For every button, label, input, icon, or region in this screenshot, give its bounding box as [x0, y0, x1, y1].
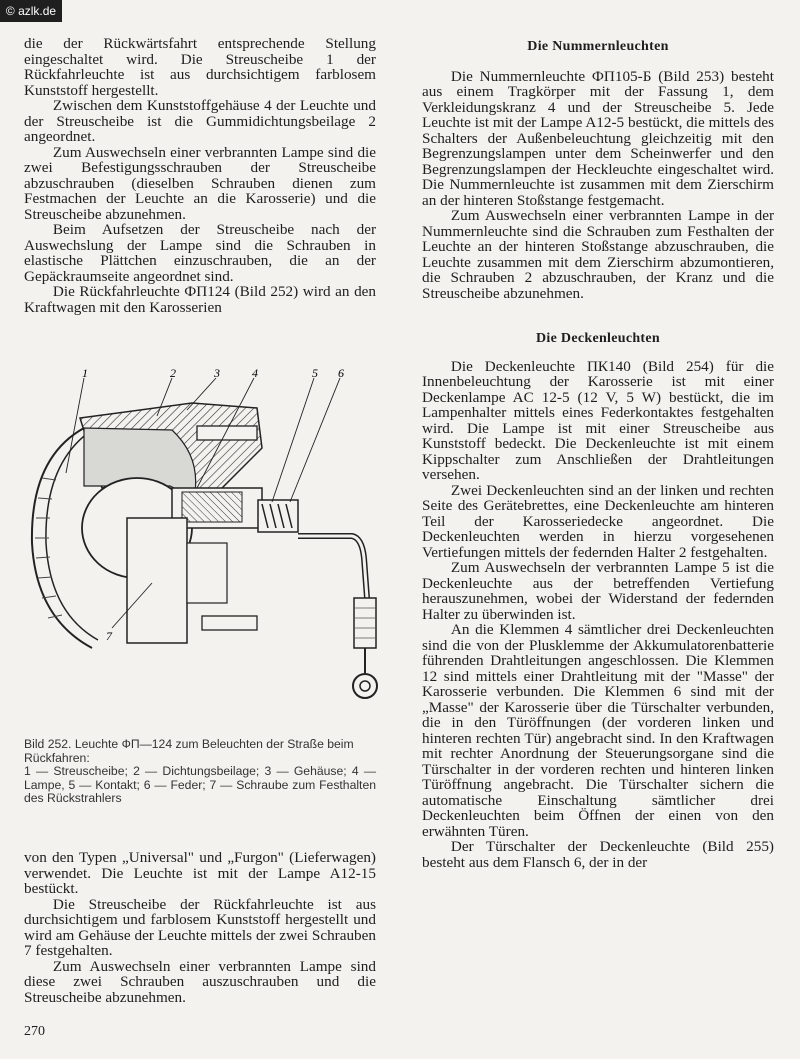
legend-num: 5	[68, 777, 76, 792]
callout-label: 7	[106, 629, 112, 643]
legend-text: Streuscheibe;	[53, 764, 128, 778]
paragraph: Zwischen dem Kunststoffgehäuse 4 der Leuchte und der Streuscheibe ist die Gummidichtungsbeilage 2 angeordnet.	[24, 97, 376, 145]
paragraph: Zum Auswechseln einer verbrannten Lampe sind die zwei Befestigungsschrauben der Streuscheibe abzuschrauben (dieselben Schrauben dienen zum Festmachen der Leuchte an die Karosserie) und die Streuscheibe abzunehmen.	[24, 143, 376, 223]
callout-label: 5	[312, 368, 318, 380]
legend-num: 1	[24, 764, 31, 778]
callout-label: 3	[214, 368, 220, 380]
lamp-drawing	[22, 368, 382, 733]
screw-upper	[197, 426, 257, 440]
paragraph: Der Türschalter der Deckenleuchte (Bild 255) besteht aus dem Flansch 6, der in der	[422, 838, 774, 871]
legend-num: 2	[133, 764, 140, 778]
callout-label: 4	[252, 368, 258, 380]
legend-num: 6	[143, 777, 151, 792]
figure-252	[22, 368, 382, 733]
section-heading: Die Deckenleuchten	[536, 331, 660, 346]
paragraph: von den Typen „Universal" und „Furgon" (Lieferwagen) verwendet. Die Leuchte ist mit der Lampe A12-15 bestückt.	[24, 849, 376, 897]
screw-lower	[202, 616, 257, 630]
legend-text: Lampe,	[24, 777, 65, 792]
legend-text: Schraube zum Festhalten des Rückstrahlers	[24, 777, 377, 805]
figure-caption	[24, 738, 376, 806]
caption-legend: 1 — Streuscheibe; 2 — Dichtungsbeilage; 3 — Gehäuse; 4 — Lampe, 5 — Kontakt; 6 — Feder; 7 — Schraube zum Festhalten des Rückstrahlers	[24, 764, 377, 805]
legend-text: Feder;	[170, 777, 206, 792]
paragraph: die der Rückwärtsfahrt entsprechende Stellung eingeschaltet wird. Die Streuscheibe 1 der Rückfahrleuchte ist aus durchsichtigem farblosem Kunststoff hergestellt.	[24, 35, 376, 99]
paragraph: Die Nummernleuchte ФП105-Б (Bild 253) besteht aus einem Tragkörper mit der Fassung 1, dem Verkleidungskranz 4 und der Streuscheibe 5. Jede Leuchte ist mit der Lampe A12-5 bestückt, die mittels des Schalters der Außenbeleuchtung gleichzeitig mit den Begrenzungslampen unter dem Scheinwerfer und den Begrenzungslampen der Heckleuchte eingeschaltet wird. Die Nummernleuchte ist zusammen mit dem Zierschirm an der hinteren Stoßstange festgemacht.	[422, 67, 774, 209]
legend-num: 4	[351, 764, 359, 778]
terminal-ring	[353, 674, 377, 698]
paragraph: Die Deckenleuchte ПК140 (Bild 254) für die Innenbeleuchtung der Karosserie ist mit einer Deckenlampe AC 12-5 (12 V, 5 W) bestückt, die im Lampenhalter mittels eines Federkontaktes festgehalten wird. Die Lampe ist mit einer Streuscheibe aus Kunststoff bedeckt. Die Deckenleuchte ist mit einem Kippschalter zum Anschließen der Drahtleitungen versehen.	[422, 357, 774, 483]
legend-text: Gehäuse;	[293, 764, 347, 778]
paragraph: Zum Auswechseln einer verbrannten Lampe in der Nummernleuchte sind die Schrauben zum Festhalten der Leuchte an der hinteren Stoßstange abzuschrauben, die Leuchte zusammen mit dem Zierschirm abzumontieren, die Schrauben 2 abzuschrauben, der Kranz und die Streuscheibe abzunehmen.	[422, 207, 774, 302]
paragraph: Zum Auswechseln der verbrannten Lampe 5 ist die Deckenleuchte aus der betreffenden Vertiefung herauszunehmen, wobei der Widerstand der federnden Halter zu überwinden ist.	[422, 559, 774, 623]
legend-num: 7	[209, 777, 217, 792]
paragraph: Die Rückfahrleuchte ФП124 (Bild 252) wird an den Kraftwagen mit den Karosserien	[24, 283, 376, 316]
watermark-badge: © azlk.de	[0, 0, 62, 22]
paragraph: Die Streuscheibe der Rückfahrleuchte ist aus durchsichtigem und farblosem Kunststoff hergestellt und wird am Gehäuse der Leuchte mittels der zwei Schrauben 7 festgehalten.	[24, 895, 376, 959]
callout-label: 6	[338, 368, 344, 380]
legend-text: Kontakt;	[95, 777, 140, 792]
left-column-bottom	[24, 850, 376, 1005]
caption-title: Bild 252. Leuchte ФП—124 zum Beleuchten der Straße beim Rückfahren:	[24, 737, 354, 765]
paragraph: Beim Aufsetzen der Streuscheibe nach der Auswechslung der Lampe sind die Schrauben in elastische Plättchen einzuschrauben, die an der Gepäckraumseite angeordnet sind.	[24, 221, 376, 285]
legend-text: Dichtungsbeilage;	[162, 764, 260, 778]
right-column	[422, 36, 774, 870]
legend-num: 3	[264, 764, 272, 778]
callout-label: 1	[82, 368, 88, 380]
paragraph: Zum Auswechseln einer verbrannten Lampe sind diese zwei Schrauben auszuschrauben und die Streuscheibe abzunehmen.	[24, 957, 376, 1006]
callout-label: 2	[170, 368, 176, 380]
left-column-top	[24, 36, 376, 315]
paragraph: Zwei Deckenleuchten sind an der linken und rechten Seite des Gerätebrettes, eine Deckenleuchte am hinteren Teil der Karosseriedecke angeordnet. Die Deckenleuchten werden in hierzu vorgesehenen Vertiefungen mittels der federnden Halter 2 festgehalten.	[422, 481, 774, 561]
page-number: 270	[24, 1024, 45, 1039]
section-heading: Die Nummernleuchten	[527, 39, 669, 54]
paragraph: An die Klemmen 4 sämtlicher drei Deckenleuchten sind die von der Plusklemme der Akkumulatorenbatterie führenden Drahtleitungen angeschlossen. Die Klemmen 12 sind mittels einer Drahtleitung mit der "Masse" der Karosserie verbunden. Die Klemmen 6 sind mit der „Masse" der Karosserie über die Türschalter verbunden, die in den Türöffnungen (der vorderen linken und hinteren rechten Tür) angebracht sind. In den Kraftwagen mit rechter Anordnung der Steuerungsorgane sind die Türschalter in der vorderen rechten und hinteren linken Türöffnung angebracht. Die Türschalter sichern die automatische Einschaltung sämtlicher drei Deckenleuchten beim Öffnen der einen von den erwähnten Türen.	[422, 621, 774, 840]
